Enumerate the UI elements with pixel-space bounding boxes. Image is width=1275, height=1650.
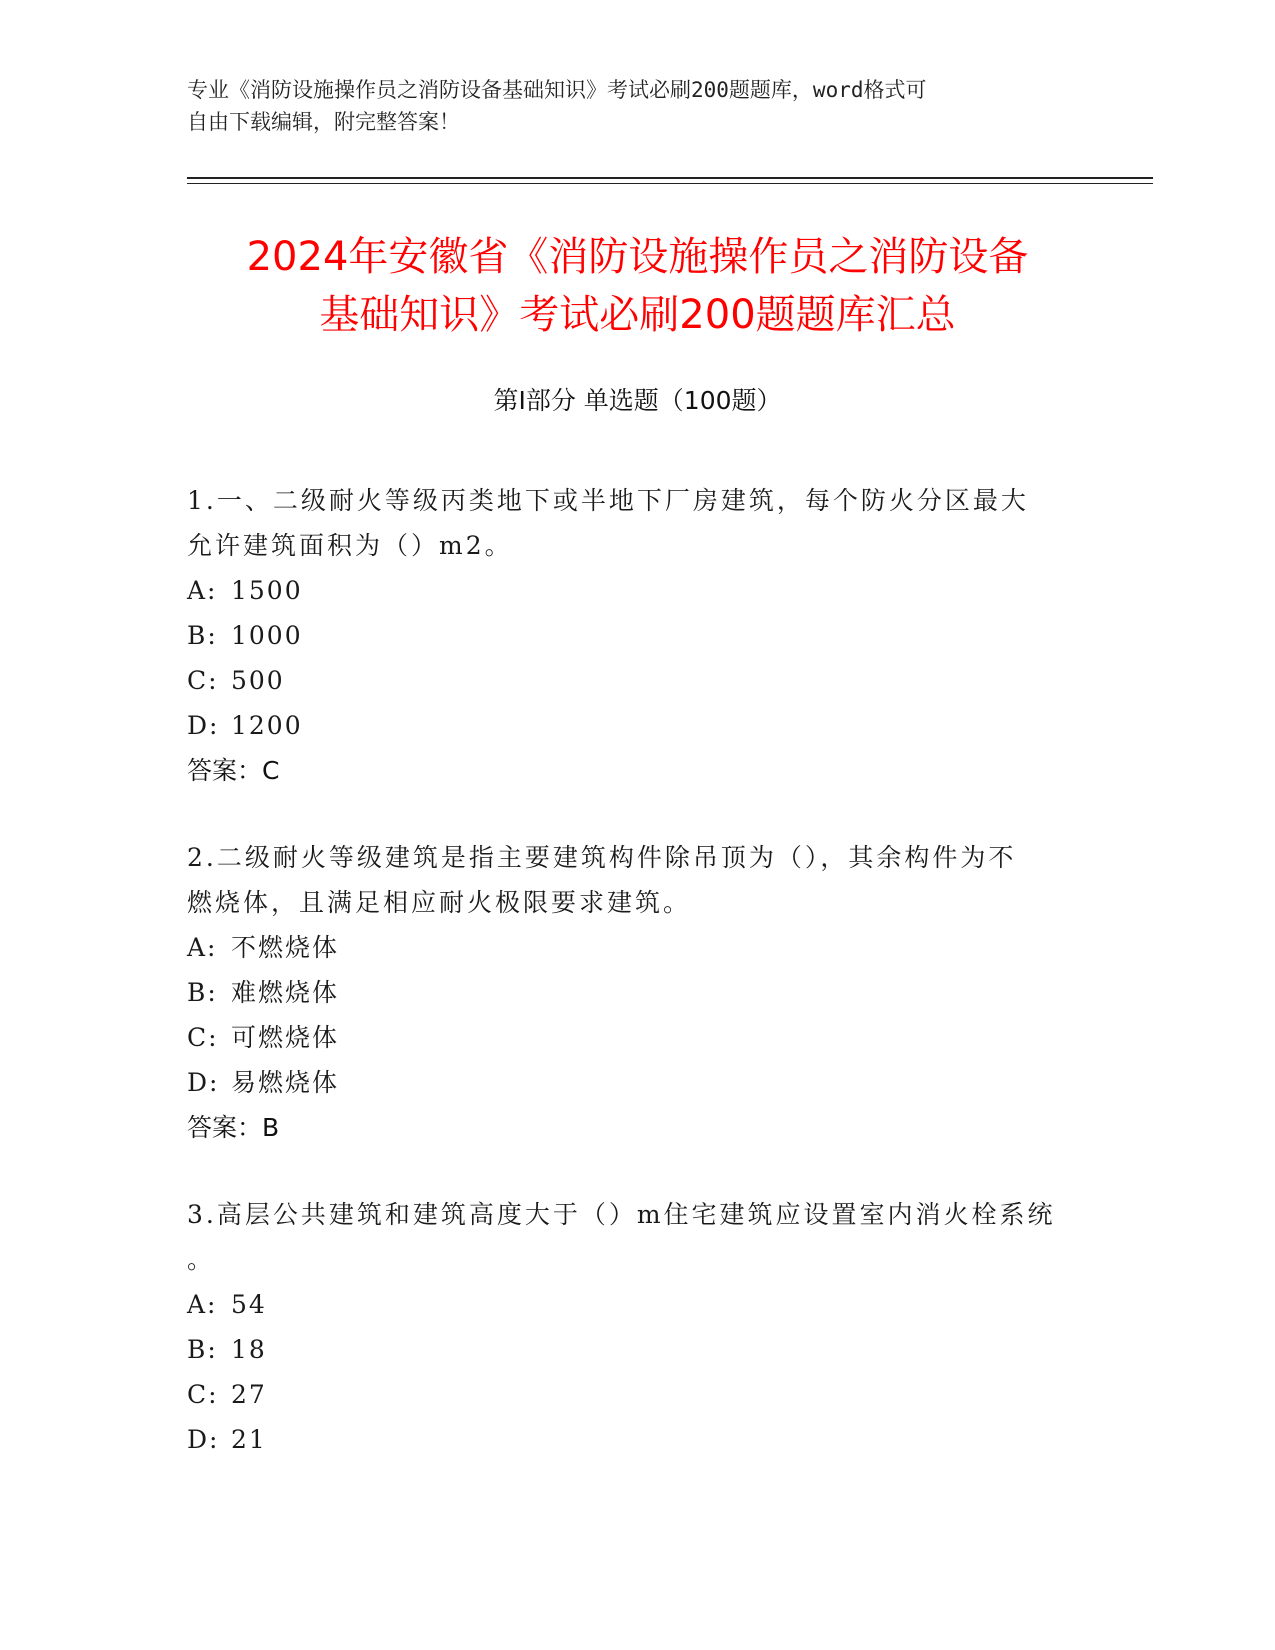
option-label: B: [187, 978, 218, 1007]
document-title [150, 228, 1125, 344]
option-label: B: [187, 621, 218, 650]
option-c [187, 1015, 1087, 1060]
option-c [187, 1372, 1087, 1417]
option-d [187, 1060, 1087, 1105]
header-note-line: 专业《消防设施操作员之消防设备基础知识》考试必刷200题题库，word格式可 [187, 78, 927, 102]
option-label: A: [187, 933, 218, 962]
option-label: A: [187, 576, 218, 605]
question-stem: 1.一、二级耐火等级丙类地下或半地下厂房建筑，每个防火分区最大 [187, 486, 1029, 515]
option-label: C: [187, 666, 219, 695]
option-label: D: [187, 711, 220, 740]
question-stem: 燃烧体，且满足相应耐火极限要求建筑。 [187, 888, 692, 917]
option-b [187, 1327, 1087, 1372]
question-stem: 允许建筑面积为（）m2。 [187, 531, 513, 560]
option-text: 54 [231, 1290, 267, 1319]
option-a [187, 1282, 1087, 1327]
option-text: 难燃烧体 [231, 978, 340, 1007]
option-text: 1500 [231, 576, 303, 605]
option-text: 21 [231, 1425, 267, 1454]
question-stem: 。 [187, 1245, 216, 1274]
header-note [187, 74, 1067, 138]
answer: 答案：C [187, 756, 280, 785]
option-text: 1200 [231, 711, 303, 740]
option-text: 18 [231, 1335, 267, 1364]
question-list [187, 478, 1087, 1504]
section-title: 第Ⅰ部分 单选题（100题） [493, 386, 782, 415]
option-b [187, 970, 1087, 1015]
option-a [187, 568, 1087, 613]
header-note-line: 自由下载编辑，附完整答案！ [187, 110, 460, 134]
option-label: B: [187, 1335, 218, 1364]
question-stem: 2.二级耐火等级建筑是指主要建筑构件除吊顶为（），其余构件为不 [187, 843, 1017, 872]
option-text: 易燃烧体 [231, 1068, 340, 1097]
option-text: 可燃烧体 [231, 1023, 340, 1052]
option-text: 不燃烧体 [231, 933, 340, 962]
option-label: D: [187, 1068, 220, 1097]
option-c [187, 658, 1087, 703]
document-title-line: 2024年安徽省《消防设施操作员之消防设备 [246, 234, 1029, 280]
option-text: 500 [231, 666, 285, 695]
question-3 [187, 1192, 1087, 1462]
option-a [187, 925, 1087, 970]
header-divider-thick [187, 177, 1153, 179]
question-1 [187, 478, 1087, 793]
header-divider-thin [187, 183, 1153, 184]
option-d [187, 703, 1087, 748]
option-label: D: [187, 1425, 220, 1454]
option-label: A: [187, 1290, 218, 1319]
option-b [187, 613, 1087, 658]
answer: 答案：B [187, 1113, 280, 1142]
option-label: C: [187, 1023, 219, 1052]
document-title-line: 基础知识》考试必刷200题题库汇总 [319, 292, 956, 338]
option-text: 27 [231, 1380, 267, 1409]
question-stem: 3.高层公共建筑和建筑高度大于（）m住宅建筑应设置室内消火栓系统 [187, 1200, 1056, 1229]
option-text: 1000 [231, 621, 303, 650]
question-2 [187, 835, 1087, 1150]
option-d [187, 1417, 1087, 1462]
option-label: C: [187, 1380, 219, 1409]
